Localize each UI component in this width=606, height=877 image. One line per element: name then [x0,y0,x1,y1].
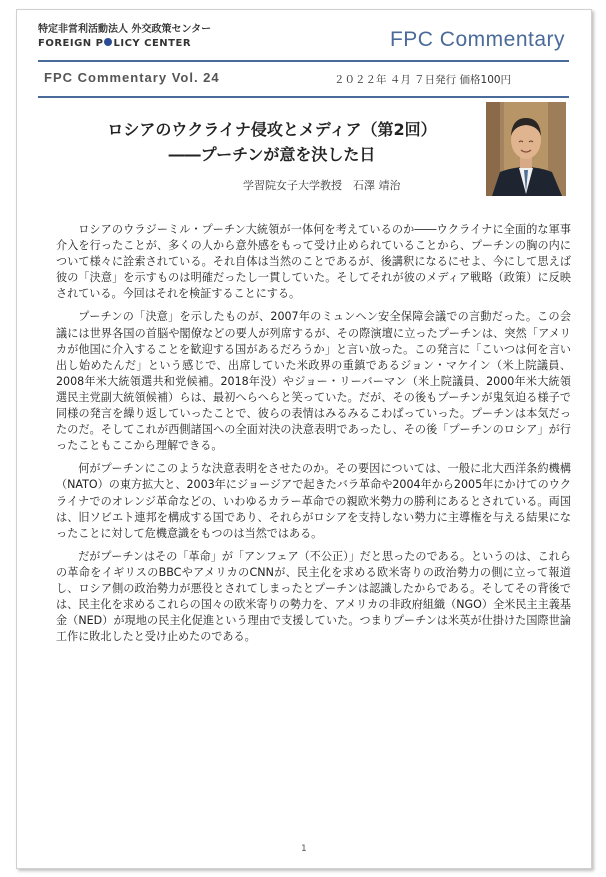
org-name-english [38,37,211,51]
org-name-japanese: 特定非営利活動法人 外交政策センター [38,24,212,35]
article-subtitle: ――プーチンが意を決した日 [168,145,376,164]
document-page [16,9,592,869]
logo-dot-icon [104,38,112,46]
article-body [56,222,571,652]
paragraph: プーチンの「決意」を示したものが、2007年のミュンヘン安全保障会議での言動だった。この会議には世界各国の首脳や閣僚などの要人が列席するが、その際演壇に立ったプーチンは、突然「アメリカが他国に介入することを歓迎する国があるだろうか」と言い放った。この発言に「こいつは何を言い出し始めたんだ」という感じで、出席していた米政界の重鎮であるジョン・マケイン（米上院議員、2008年米大統領選共和党候補。2018年没）やジョー・リーバーマン（米上院議員、2000年米大統領選民主党副大統領候補）らは、最初へらへらと笑っていた。だが、その後もプーチンが鬼気迫る様子で同様の発言を繰り返していったことで、彼らの表情はみるみるこわばっていった。プーチンは本気だったのだ。そしてこれが西側諸国への全面対決の決意表明であったし、その後「プーチンのロシア」が行ったこともここから理解できる。 [56,310,571,453]
volume-label: FPC Commentary Vol. 24 [44,70,220,85]
paragraph: 何がプーチンにこのような決意表明をさせたのか。その要因については、一般に北大西洋条約機構（NATO）の東方拡大と、2003年にジョージアで起きたバラ革命や2004年から2005年にかけてのウクライナでのオレンジ革命などの、いわゆるカラー革命での親欧米勢力の勝利にあるとされている。両国は、旧ソビエト連邦を構成する国であり、それらがロシアを支持しない勢力に主導権を与える結果になったことに対して危機意識をもつのは当然ではある。 [56,462,571,540]
org-name-english-part1: FOREIGN P [38,38,104,49]
article-title: ロシアのウクライナ侵攻とメディア（第2回） [107,120,437,139]
paragraph: だがプーチンはその「革命」が「アンフェア（不公正）」だと思ったのである。というのは、これらの革命をイギリスのBBCやアメリカのCNNが、民主化を求める欧米寄りの政治勢力の側に立って報道し、ロシア側の政治勢力が悪役とされてしまったとプーチンは認識したからである。そしてその背後では、民主化を求めるこれらの国々の欧米寄りの勢力を、アメリカの非政府組織（NGO）全米民主主義基金（NED）が現地の民主化促進という理由で支援していた。つまりプーチンは米英が仕掛けた国際世論工作に敗北したと受け止めたのである。 [56,549,571,644]
author-byline: 学習院女子大学教授 石澤 靖治 [243,179,401,192]
page-number: 1 [301,844,307,854]
organization-name [38,23,211,51]
subheader-divider [38,96,569,98]
paragraph: ロシアのウラジーミル・プーチン大統領が一体何を考えているのか――ウクライナに全面的な軍事介入を行ったことが、多くの人から意外感をもって受け止められていることから、プーチンの胸の内について様々に詮索されている。それ自体は当然のことであるが、後講釈になるにせよ、今にして思えば彼の「決意」を示すものは明確だったし一貫していた。そしてそれが彼のメディア戦略（政策）に反映されている。今回はそれを検証することにする。 [56,223,571,301]
author-photo [486,102,566,196]
org-name-english-part2: LICY CENTER [113,38,192,49]
issue-date-price: ２０２２年 ４月 ７日発行 価格100円 [334,74,512,86]
brand-title: FPC Commentary [389,28,565,51]
header-divider [38,60,569,62]
